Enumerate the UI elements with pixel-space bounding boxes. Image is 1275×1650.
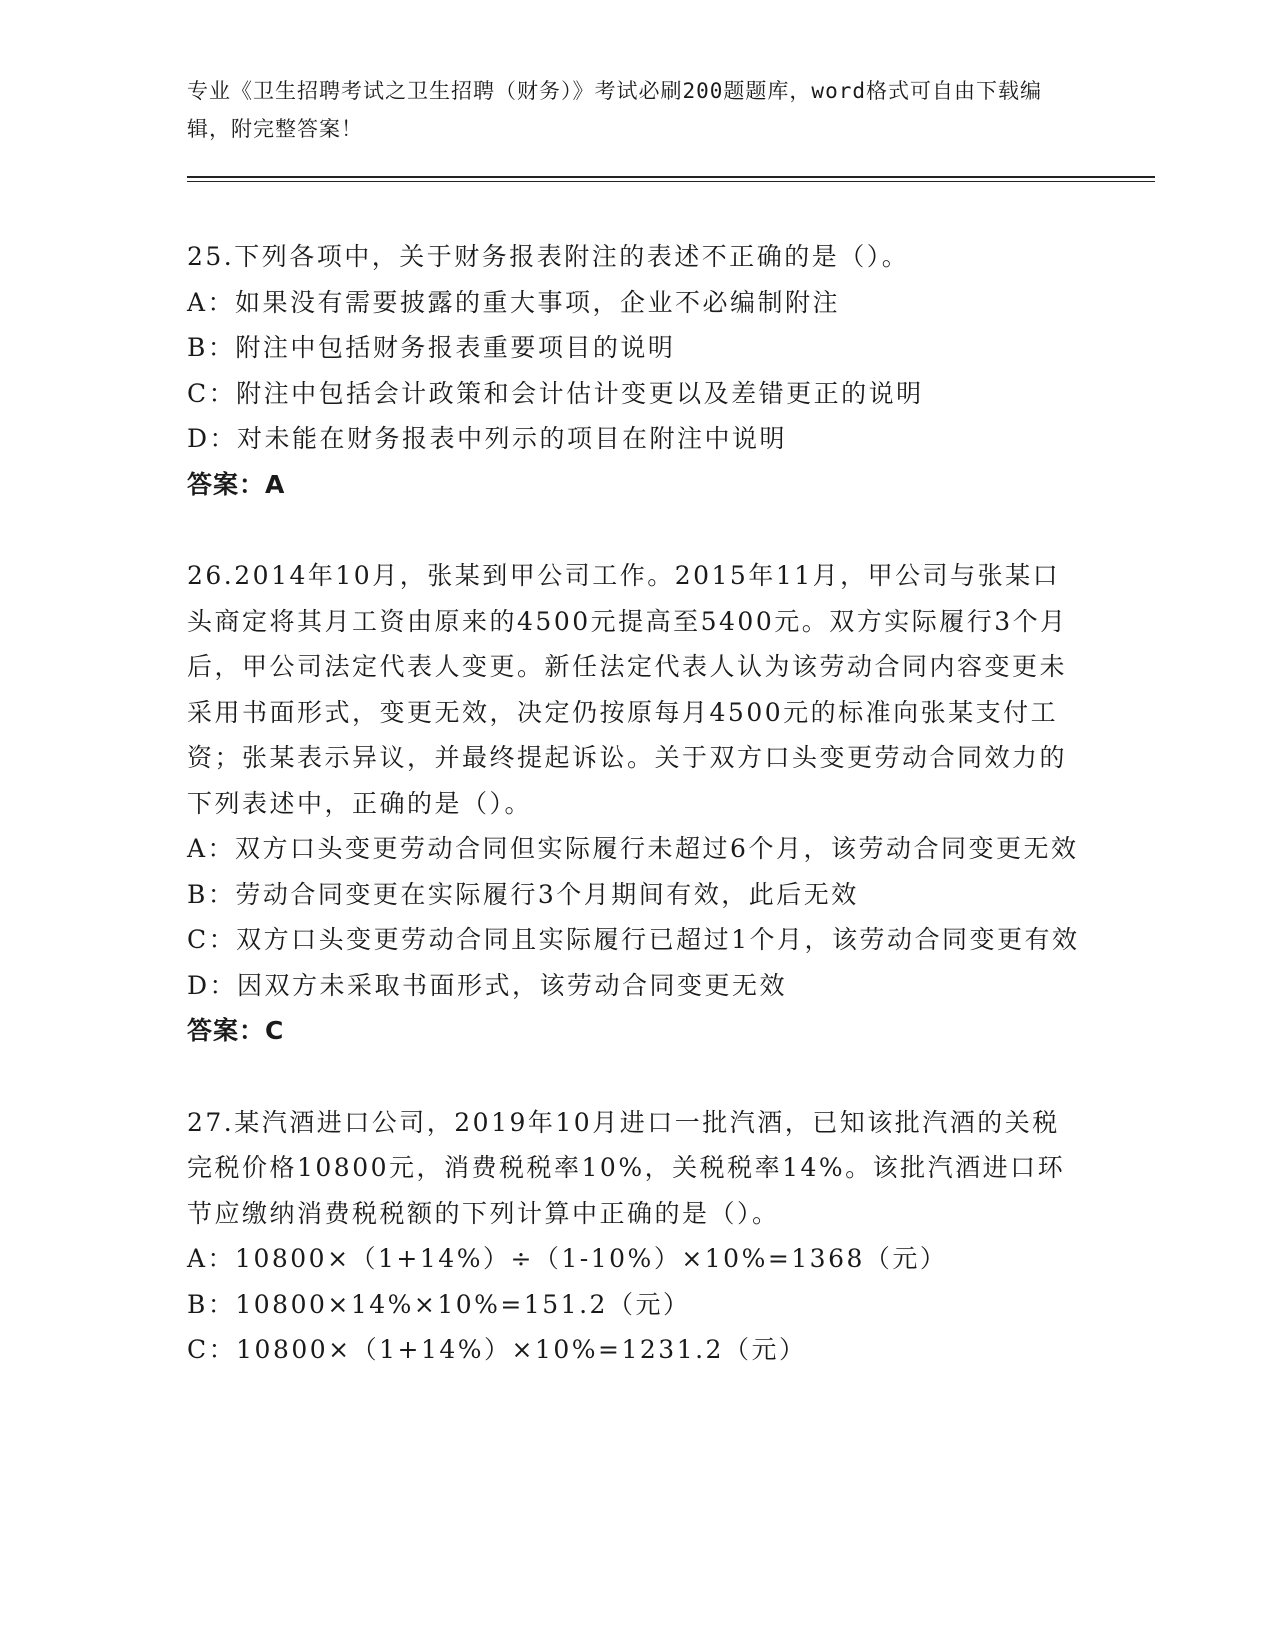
answer-label: 答案：A (187, 469, 286, 499)
question-stem: 27.某汽酒进口公司，2019年10月进口一批汽酒，已知该批汽酒的关税完税价格10800元，消费税税率10%，关税税率14%。该批汽酒进口环节应缴纳消费税税额的下列计算中正确的是（）。 (187, 1107, 1066, 1228)
header-title: 专业《卫生招聘考试之卫生招聘（财务）》考试必刷200题题库，word格式可自由下载编辑，附完整答案！ (187, 79, 1042, 141)
question-27 (187, 1100, 1087, 1373)
option-a: A：如果没有需要披露的重大事项，企业不必编制附注 (187, 287, 841, 317)
header-divider (187, 176, 1155, 182)
question-25 (187, 234, 1087, 507)
answer-label: 答案：C (187, 1016, 285, 1045)
option-c: C：附注中包括会计政策和会计估计变更以及差错更正的说明 (187, 378, 924, 408)
question-26 (187, 553, 1087, 1054)
option-d: D：对未能在财务报表中列示的项目在附注中说明 (187, 424, 788, 453)
option-a: A：双方口头变更劳动合同但实际履行未超过6个月，该劳动合同变更无效 (187, 834, 1079, 863)
question-stem: 26.2014年10月，张某到甲公司工作。2015年11月，甲公司与张某口头商定将其月工资由原来的4500元提高至5400元。双方实际履行3个月后，甲公司法定代表人变更。新任法定代表人认为该劳动合同内容变更未采用书面形式，变更无效，决定仍按原每月4500元的标准向张某支付工资；张某表示异议，并最终提起诉讼。关于双方口头变更劳动合同效力的下列表述中，正确的是（）。 (187, 561, 1068, 818)
option-a: A：10800×（1+14%）÷（1-10%）×10%=1368（元） (187, 1244, 948, 1273)
option-b: B：劳动合同变更在实际履行3个月期间有效，此后无效 (187, 879, 859, 909)
document-header (187, 72, 1067, 148)
question-stem: 25.下列各项中，关于财务报表附注的表述不正确的是（）。 (187, 242, 910, 271)
option-c: C：双方口头变更劳动合同且实际履行已超过1个月，该劳动合同变更有效 (187, 925, 1080, 954)
question-list (187, 234, 1087, 1419)
option-b: B：10800×14%×10%=151.2（元） (187, 1289, 691, 1319)
option-d: D：因双方未采取书面形式，该劳动合同变更无效 (187, 970, 788, 1000)
option-b: B：附注中包括财务报表重要项目的说明 (187, 333, 676, 362)
option-c: C：10800×（1+14%）×10%=1231.2（元） (187, 1335, 807, 1364)
